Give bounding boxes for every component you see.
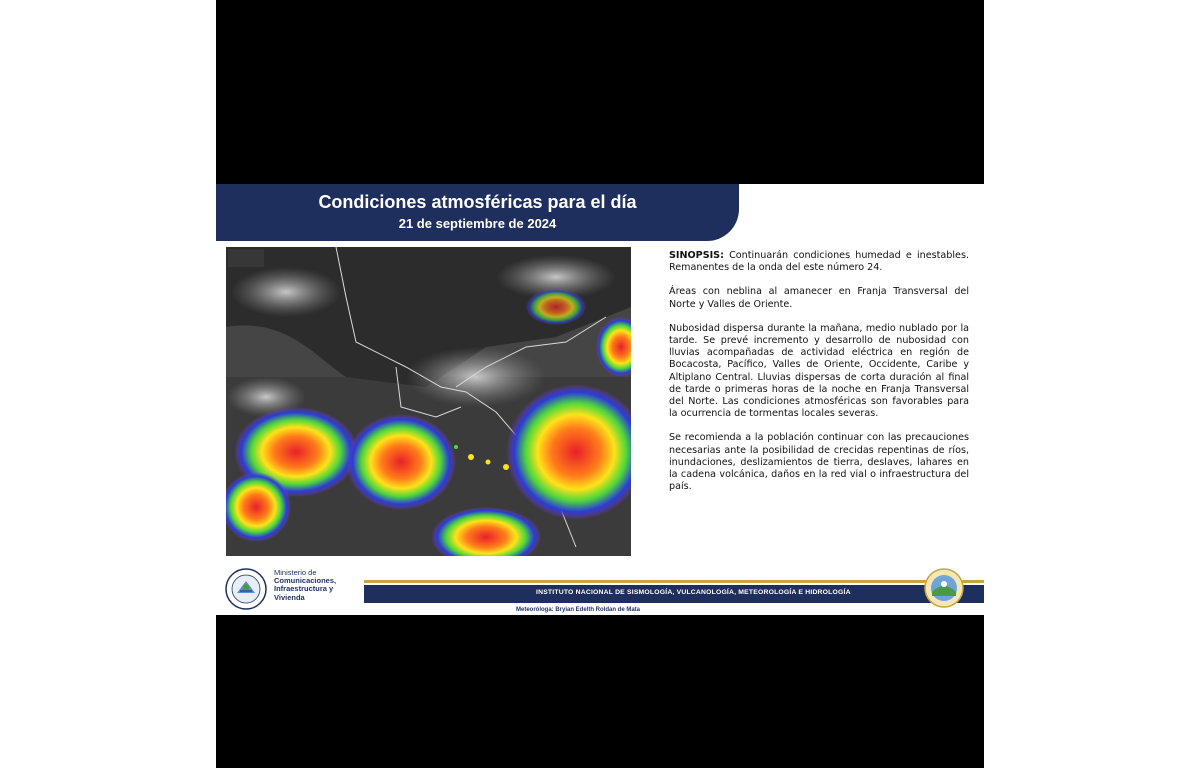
page-date: 21 de septiembre de 2024	[398, 216, 557, 231]
letterbox-top	[216, 0, 984, 184]
fog-paragraph: Áreas con neblina al amanecer en Franja Transversal del Norte y Valles de Oriente.	[669, 286, 969, 310]
ministry-line2: Comunicaciones,	[274, 576, 337, 586]
ministry-name	[274, 569, 336, 602]
ministry-line4: Vivienda	[274, 592, 305, 602]
guatemala-coat-of-arms-icon	[224, 567, 268, 611]
title-banner	[216, 184, 739, 241]
insivumeh-seal-icon	[924, 568, 964, 608]
recommendation-paragraph: Se recomienda a la población continuar con las precauciones necesarias ante la posibilidad de crecidas repentinas de ríos, inundaciones, deslizamientos de tierra, deslaves, lahares en la cadena volcánica, daños en la red vial o infraestructura del país.	[669, 432, 969, 493]
forecast-paragraph: Nubosidad dispersa durante la mañana, medio nublado por la tarde. Se prevé incremento y desarrollo de nubosidad con lluvias acompañadas de actividad eléctrica en región de Bocacosta, Pacífico, Valles de Oriente, Occidente, Caribe y Altiplano Central. Lluvias dispersas de corta duración al final de tarde o primeras horas de la noche en Franja Transversal del Norte. Las condiciones atmosféricas son favorables para la ocurrencia de tormentas locales severas.	[669, 322, 969, 420]
sinopsis-text: Continuarán condiciones humedad e inestables. Remanentes de la onda del este número 24.	[669, 250, 969, 274]
ministry-line1: Ministerio de	[274, 568, 317, 577]
letterbox-bottom	[216, 615, 984, 768]
sinopsis-label: SINOPSIS:	[669, 250, 724, 261]
satellite-image	[226, 247, 631, 556]
bulletin-card	[216, 184, 984, 615]
page-title: Condiciones atmosféricas para el día	[318, 192, 637, 212]
ministry-line3: Infraestructura y	[274, 584, 334, 594]
sinopsis-paragraph	[669, 250, 969, 274]
bulletin-text	[669, 250, 969, 505]
meteorologist-credit: Meteoróloga: Bryian Edelth Roldan de Mata	[516, 607, 641, 613]
institute-name: INSTITUTO NACIONAL DE SISMOLOGÍA, VULCANOLOGÍA, METEOROLOGÍA E HIDROLOGÍA	[536, 589, 851, 596]
footer-gold-stripe	[364, 580, 984, 583]
